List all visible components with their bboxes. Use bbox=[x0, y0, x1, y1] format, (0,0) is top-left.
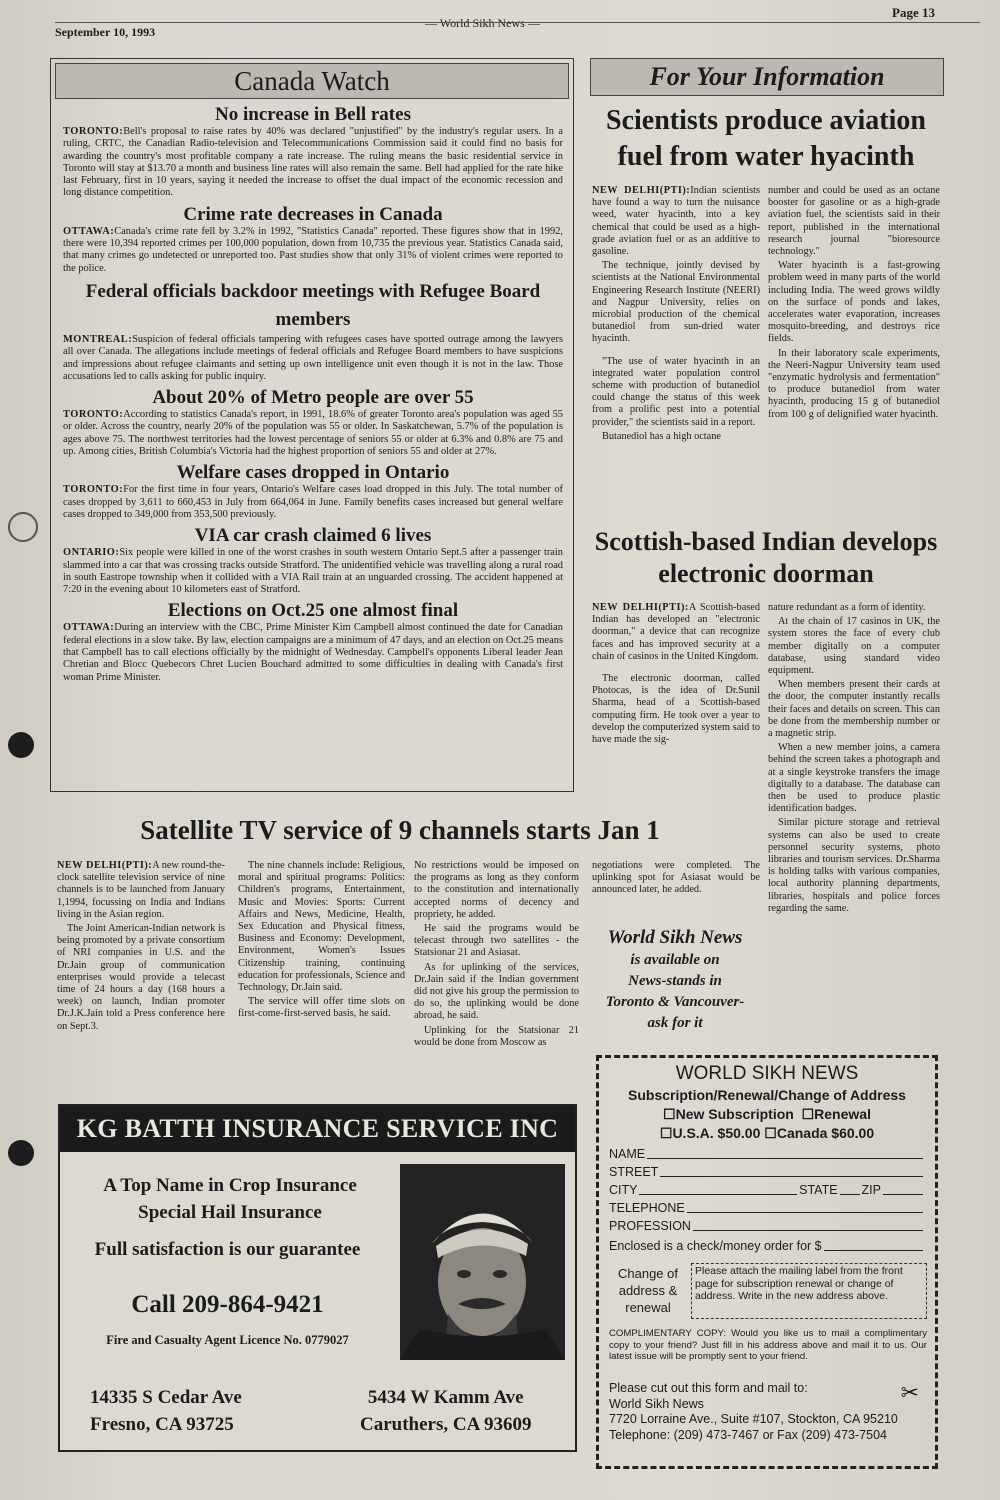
doorman-para: nature redundant as a form of identity. bbox=[768, 602, 926, 613]
dateline: TORONTO: bbox=[63, 484, 124, 496]
satellite-para: negotiations were completed. The uplinking spot for Asiasat would be announced later, he added. bbox=[592, 860, 760, 896]
canada-watch-story bbox=[63, 386, 563, 458]
aviation-para-1: NEW DELHI(PTI):Indian scientists have found a way to turn the nuisance weed, water hyacinth, into a key chemical that could be used as a high-grade aviation fuel or as an additive to gasoline. bbox=[592, 185, 760, 258]
story-body bbox=[63, 547, 563, 596]
satellite-col-2 bbox=[238, 860, 405, 1023]
form-price-options bbox=[599, 1124, 935, 1143]
story-text: According to statistics Canada's report, in 1991, 18.6% of greater Toronto area's population was aged 55 or older. Across the country, nearly 20% of the population was 55 or older. In Saskatchewan, 5.7% of the population is ages above 75. The northwest territories had the lowest percentage of seniors 55 or older at 6.3% and 0.8% are 75 and up. Among cities, British Columbia's Victoria had the highest proportion of seniors 55 and older at 27%. bbox=[63, 409, 563, 458]
doorman-para: Similar picture storage and retrieval systems can also be used to create personnel security systems, photo libraries and tourism services. Dr.Sharma is holding talks with various companies, local authority planning departments, libraries, hospitals and police forces regarding the same. bbox=[768, 817, 940, 914]
mailing-instructions bbox=[609, 1381, 927, 1443]
canada-watch-banner: Canada Watch bbox=[55, 63, 569, 99]
form-title: WORLD SIKH NEWS bbox=[675, 1063, 859, 1084]
aviation-col-1 bbox=[592, 185, 760, 445]
article-aviation-fuel bbox=[590, 103, 942, 175]
dateline: TORONTO: bbox=[63, 409, 124, 421]
headline-electronic-doorman: Scottish-based Indian develops electronic doorman bbox=[594, 527, 938, 588]
subscription-form bbox=[596, 1055, 938, 1469]
satellite-para: He said the programs would be telecast through two satellites - the Statsionar 21 and Asiasat. bbox=[414, 923, 579, 959]
story-text: Bell's proposal to raise rates by 40% was declared "unjustified" by the industry's regular users. In a ruling, CRTC, the Canadian Radio-television and Telecommunications Commission said it could find no basis for awarding the country's most profitable company a rate increase. The ruling means the basic residential service in Toronto will stay at $13.70 a month and business line rates will also remain the same. Bell had applied for the rate hike last February, first in 10 years, saying it needed the increase to offset the dual impact of the economic recession and long distance competition. bbox=[63, 126, 563, 199]
story-body bbox=[63, 334, 563, 383]
ad-address-city: Fresno, CA 93725 bbox=[90, 1414, 234, 1435]
satellite-para: As for uplinking of the services, Dr.Jain said if the Indian government did not give his group the permission to do so, the uplinking would be done abroad, he said. bbox=[414, 961, 579, 1022]
form-subtitle: Subscription/Renewal/Change of Address bbox=[628, 1087, 906, 1103]
headline-aviation-fuel: Scientists produce aviation fuel from water hyacinth bbox=[606, 105, 926, 172]
dateline: OTTAWA: bbox=[63, 225, 115, 237]
ad-address-fresno bbox=[90, 1384, 242, 1438]
ad-phone: Call 209-864-9421 bbox=[131, 1291, 324, 1318]
mail-to-line: Please cut out this form and mail to: bbox=[609, 1381, 808, 1395]
dateline: MONTREAL: bbox=[63, 333, 133, 345]
availability-line: News-stands in bbox=[628, 973, 722, 989]
story-text: Suspicion of federal officials tampering with refugees cases have sported outrage among the lawyers all over Canada. The allegations include meetings of federal officials and Refugee Board members to have suspicions and impressions about refugee claimants and setting up own intelligence unit even though it is not in the law. Those accusations led to calls asking for public inquiry. bbox=[63, 333, 563, 382]
dateline: TORONTO: bbox=[63, 126, 124, 137]
mail-address-street: 7720 Lorraine Ave., Suite #107, Stockton, CA 95210 bbox=[609, 1412, 898, 1426]
story-body bbox=[63, 226, 563, 275]
satellite-col-1 bbox=[57, 860, 225, 1035]
change-of-address-label: Change of address & renewal bbox=[618, 1266, 678, 1315]
story-body bbox=[63, 409, 563, 458]
binder-hole-icon bbox=[8, 1140, 34, 1166]
canada-watch-story bbox=[63, 461, 563, 521]
aviation-para: The technique, jointly devised by scientists at the National Environmental Engineering Research Institute (NEERI) and Nagpur University, relies on microbial production of the chemical butanediol from sun-dried water hyacinth. bbox=[592, 260, 760, 345]
binder-hole-icon bbox=[8, 732, 34, 758]
telephone-field[interactable]: TELEPHONE bbox=[609, 1199, 925, 1217]
canada-watch-story bbox=[63, 103, 563, 200]
canada-watch-story bbox=[63, 599, 563, 683]
satellite-para: The Joint American-Indian network is being promoted by a private consortium of NRI companies in U.S. and the Dr.Jain group of communication enterprises would provide a telecast time of 24 hours a day (168 hours a week) on launch, Indian promoter Dr.J.K.Jain told a Press conference here on Sept.3. bbox=[57, 923, 225, 1032]
satellite-col-4 bbox=[592, 860, 760, 899]
article-electronic-doorman bbox=[590, 526, 942, 590]
ad-address-city: Caruthers, CA 93609 bbox=[360, 1414, 532, 1435]
mailing-label-box[interactable]: Please attach the mailing label from the front page for subscription renewal or change of address. Write in the new address above. bbox=[691, 1263, 927, 1319]
story-body bbox=[63, 126, 563, 200]
dateline: ONTARIO: bbox=[63, 547, 120, 559]
aviation-para: number and could be used as an octane booster for gasoline or as a high-grade aviation fuel, the scientists said in their report, published in the international research journal "bioresource technology." bbox=[768, 185, 940, 258]
dateline: OTTAWA: bbox=[63, 622, 115, 634]
doorman-col-1 bbox=[592, 602, 760, 748]
ad-title-bar: KG BATTH INSURANCE SERVICE INC bbox=[60, 1106, 575, 1152]
new-subscription-checkbox[interactable]: ☐ bbox=[663, 1106, 676, 1122]
canada-watch-story bbox=[63, 278, 563, 383]
dateline: NEW DELHI(PTI): bbox=[592, 602, 689, 613]
profession-field[interactable]: PROFESSION bbox=[609, 1217, 925, 1235]
ad-address-caruthers bbox=[360, 1384, 532, 1438]
masthead-running-title: — World Sikh News — bbox=[425, 16, 540, 30]
aviation-para: "The use of water hyacinth in an integrated water population control scheme with production of butanediol could change the status of this week from a prolific pest into a potential provider," the scientists said in a report. bbox=[592, 355, 760, 428]
doorman-para: At the chain of 17 casinos in UK, the system stores the face of every club member digitally on a computer database, using standard video equipment. bbox=[768, 616, 940, 677]
renewal-checkbox[interactable]: ☐ bbox=[801, 1106, 815, 1122]
availability-paper-name: World Sikh News bbox=[607, 927, 743, 948]
ad-line-hail-insurance: Special Hail Insurance bbox=[138, 1202, 322, 1223]
aviation-col-2 bbox=[768, 185, 940, 423]
headline-satellite-tv: Satellite TV service of 9 channels starts Jan 1 bbox=[140, 815, 660, 845]
issue-date: September 10, 1993 bbox=[55, 25, 156, 39]
renewal-label: Renewal bbox=[814, 1106, 871, 1122]
story-headline: Federal officials backdoor meetings with Refugee Board members bbox=[85, 280, 541, 330]
satellite-col-3 bbox=[414, 860, 579, 1051]
fyi-banner: For Your Information bbox=[590, 58, 944, 96]
complimentary-copy-note: COMPLIMENTARY COPY: Would you like us to mail a complimentary copy to your friend? Just fill in his address above and mail it to us. Our latest issue will be promptly sent to your friend. bbox=[609, 1328, 927, 1362]
aviation-para: Butanediol has a high octane bbox=[602, 430, 721, 442]
canada-watch-story bbox=[63, 203, 563, 275]
usa-price-label: U.S.A. $50.00 bbox=[672, 1125, 761, 1141]
new-subscription-label: New Subscription bbox=[675, 1106, 794, 1122]
availability-line: Toronto & Vancouver- bbox=[605, 994, 745, 1010]
story-headline: Elections on Oct.25 one almost final bbox=[167, 600, 459, 622]
story-text: During an interview with the CBC, Prime Minister Kim Campbell almost continued the date for Canadian federal elections in a slow take. By law, election campaigns are a minimum of 47 days, and an election on Oct.25 means that Campbell has to call elections officially by the midnight of Wednesday. Campbell's opponents Liberal leader Jean Chretian and Blocc Quebecors Chret Lucien Bouchard admitted to some difficulties in dealing with Canada's first woman Prime Minister. bbox=[63, 622, 563, 683]
ad-licence: Fire and Casualty Agent Licence No. 0779027 bbox=[106, 1333, 349, 1347]
form-subscription-options bbox=[599, 1105, 935, 1124]
agent-portrait-image bbox=[400, 1164, 565, 1360]
page-number: Page 13 bbox=[892, 5, 935, 20]
mail-address-name: World Sikh News bbox=[609, 1396, 704, 1411]
doorman-para-1: NEW DELHI(PTI):A Scottish-based Indian has developed an "electronic doorman," a device that can recognize faces and has improved security at a chain of casinos in the United Kingdom. bbox=[592, 602, 760, 662]
binder-hole-icon bbox=[8, 512, 38, 542]
doorman-para: When a new member joins, a camera behind the screen takes a photograph and at a single keystroke transfers the image digitally to a database. The database can then be used to produce plastic identification badges. bbox=[768, 742, 940, 815]
ad-guarantee: Full satisfaction is our guarantee bbox=[94, 1239, 361, 1260]
ad-line-crop-insurance: A Top Name in Crop Insurance bbox=[103, 1175, 357, 1196]
dateline: NEW DELHI(PTI): bbox=[592, 185, 691, 196]
satellite-para-1: NEW DELHI(PTI):A new round-the-clock satellite television service of nine channels is to be launched from January 1,1994, focussing on India and Indians living in the Asian region. bbox=[57, 860, 225, 920]
canada-watch-stories bbox=[63, 103, 563, 687]
story-headline: Welfare cases dropped in Ontario bbox=[176, 462, 450, 484]
mail-address-phone: Telephone: (209) 473-7467 or Fax (209) 473-7504 bbox=[609, 1427, 887, 1442]
canada-price-label: Canada $60.00 bbox=[776, 1125, 875, 1141]
story-text: For the first time in four years, Ontario's Welfare cases load dropped in this July. The total number of cases dropped by 3,611 to 660,453 in July from 664,064 in June. Family benefits cases increased but general welfare cases dropped to 349,000 from 353,500 previously. bbox=[63, 484, 563, 520]
story-text: Canada's crime rate fell by 3.2% in 1992, "Statistics Canada" reported. These figures show that in 1992, there were 10,394 reported crimes per 100,000 population, down from 10,735 the previous year. Statistics Canada said, that many crimes go undetected or unreported too. Past studies show that only 31% of violent crimes were reported to the police. bbox=[63, 225, 563, 274]
city-state-zip-field[interactable]: CITY STATE ZIP bbox=[609, 1181, 925, 1199]
aviation-para: In their laboratory scale experiments, the Neeri-Nagpur University team used "enzymatic hydrolysis and fermentation" to produce butanediol from water hyacinth, producing 15 g of butanediol from 100 g of delignified water hyacinth. bbox=[768, 347, 940, 420]
story-body bbox=[63, 484, 563, 521]
doorman-col-2 bbox=[768, 602, 940, 917]
availability-notice bbox=[590, 926, 760, 1034]
story-body bbox=[63, 622, 563, 683]
availability-line: is available on bbox=[630, 952, 720, 968]
doorman-para: When members present their cards at the door, the computer instantly recalls their faces and details on screen. This can be done from the membership number or a magnetic strip. bbox=[768, 679, 940, 740]
ad-address-street: 14335 S Cedar Ave bbox=[90, 1387, 242, 1408]
ad-tagline bbox=[70, 1172, 390, 1226]
story-text: Six people were killed in one of the worst crashes in south western Ontario Sept.5 after a passenger train slammed into a car that was crossing tracks outside Stratford. The unidentified vehicle was travelling along a rural road in south Eastrope township when it collided with a VIA Rail train at an unguarded crossing. The accident happened at 7:20 in the evening about 10 kilometers east of Stratford. bbox=[63, 547, 563, 596]
doorman-para: The electronic doorman, called Photocas, is the idea of Dr.Sunil Sharma, head of a Scottish-based computing firm. He took over a year to develop the computerized system said to have made the sig- bbox=[592, 673, 760, 746]
story-headline: No increase in Bell rates bbox=[215, 104, 411, 125]
aviation-para: Water hyacinth is a fast-growing problem weed in many parts of the world including India. The weed grows wildly on the surface of ponds and lakes, accelerates water evaporation, increases mosquito-breeding, and destroys rice fields. bbox=[768, 260, 940, 345]
satellite-para: No restrictions would be imposed on the programs as long as they conform to the constitution and internationally accepted norms of decency and propriety, he added. bbox=[414, 860, 579, 920]
satellite-para: The service will offer time slots on first-come-first-served basis, he said. bbox=[238, 996, 405, 1020]
satellite-para: The nine channels include: Religious, moral and spiritual programs: Politics: Children's programs, Entertainment, Music and Movies: Sports: Current Affairs and News, Medicine, Health, Sex Education and Physical fitness, Business and Economy: Development, Environment, Women's Issues Citizenship training, continuing education for professionals, Science and Technology, Dr.Jain said. bbox=[238, 860, 405, 994]
scissors-icon: ✂ bbox=[900, 1380, 919, 1405]
header-rule bbox=[55, 22, 980, 23]
payment-amount-field[interactable]: Enclosed is a check/money order for $ bbox=[609, 1237, 925, 1255]
canada-price-checkbox[interactable]: ☐ bbox=[764, 1125, 777, 1141]
canada-watch-story bbox=[63, 524, 563, 596]
name-field[interactable]: NAME bbox=[609, 1145, 925, 1163]
article-satellite-tv bbox=[55, 812, 745, 848]
availability-line: ask for it bbox=[647, 1015, 703, 1031]
canada-watch-box bbox=[50, 58, 574, 792]
satellite-para: Uplinking for the Statsionar 21 would be done from Moscow as bbox=[414, 1024, 579, 1048]
agent-portrait bbox=[400, 1164, 565, 1360]
insurance-advertisement bbox=[58, 1104, 577, 1452]
story-headline: About 20% of Metro people are over 55 bbox=[152, 387, 474, 409]
dateline: NEW DELHI(PTI): bbox=[57, 860, 153, 871]
ad-address-street: 5434 W Kamm Ave bbox=[367, 1387, 524, 1408]
story-headline: VIA car crash claimed 6 lives bbox=[194, 525, 432, 547]
story-headline: Crime rate decreases in Canada bbox=[183, 203, 443, 225]
usa-price-checkbox[interactable]: ☐ bbox=[659, 1125, 673, 1141]
street-field[interactable]: STREET bbox=[609, 1163, 925, 1181]
